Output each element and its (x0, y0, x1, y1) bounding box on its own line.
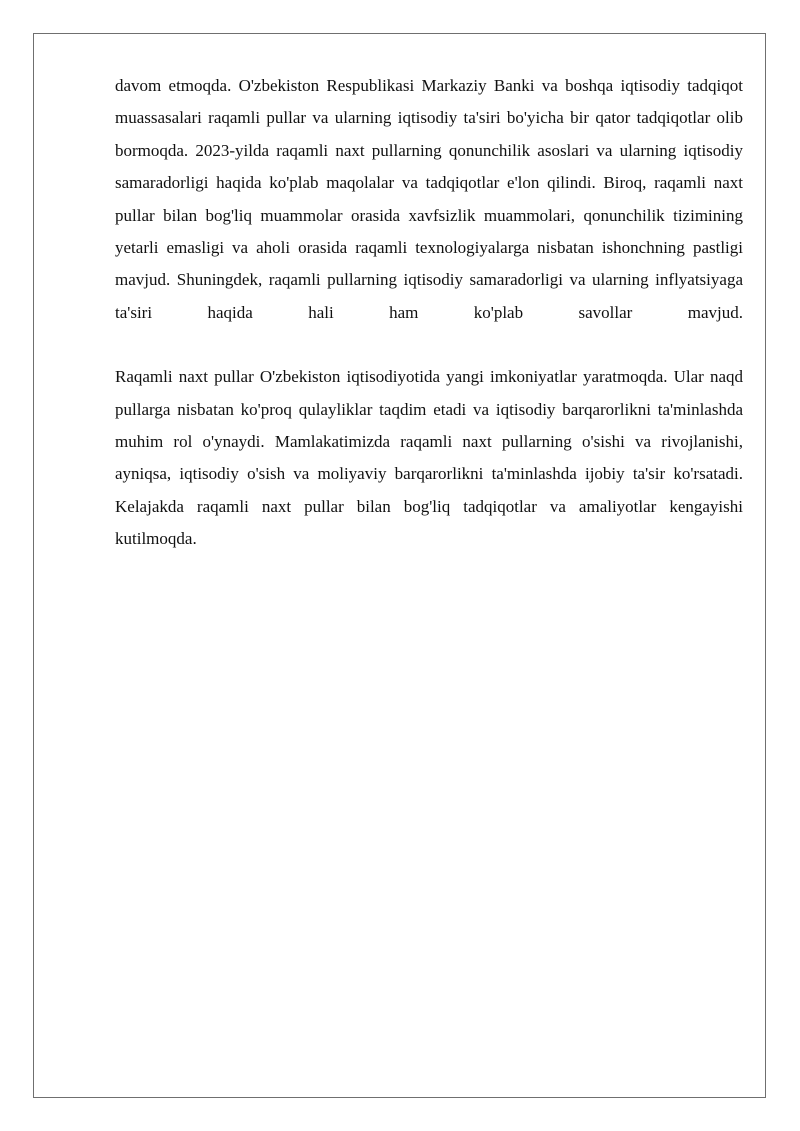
paragraph-2: Raqamli naxt pullar O'zbekiston iqtisodiyotida yangi imkoniyatlar yaratmoqda. Ular naqd pullarga nisbatan ko'proq qulayliklar taqdim etadi va iqtisodiy barqarorlikni ta'minlashda muhim rol o'ynaydi. Mamlakatimizda raqamli naxt pullarning o'sishi va rivojlanishi, ayniqsa, iqtisodiy o'sish va moliyaviy barqarorlikni ta'minlashda ijobiy ta'sir ko'rsatadi. Kelajakda raqamli naxt pullar bilan bog'liq tadqiqotlar va amaliyotlar kengayishi kutilmoqda. (115, 367, 743, 549)
document-body (115, 70, 743, 556)
paragraph-1: davom etmoqda. O'zbekiston Respublikasi Markaziy Banki va boshqa iqtisodiy tadqiqot muassasalari raqamli pullar va ularning iqtisodiy ta'siri bo'yicha bir qator tadqiqotlar olib bormoqda. 2023-yilda raqamli naxt pullarning qonunchilik asoslari va ularning iqtisodiy samaradorligi haqida ko'plab maqolalar va tadqiqotlar e'lon qilindi. Biroq, raqamli naxt pullar bilan bog'liq muammolar orasida xavfsizlik muammolari, qonunchilik tizimining yetarli emasligi va aholi orasida raqamli texnologiyalarga nisbatan ishonchning pastligi mavjud. Shuningdek, raqamli pullarning iqtisodiy samaradorligi va ularning inflyatsiyaga ta'siri haqida hali ham ko'plab savollar mavjud. (115, 76, 743, 322)
